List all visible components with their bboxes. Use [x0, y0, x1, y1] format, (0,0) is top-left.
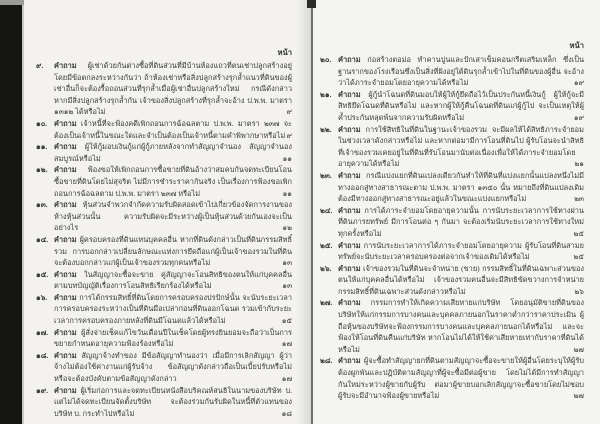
toc-entry: [36, 141, 292, 164]
toc-entry: [320, 297, 584, 355]
entry-page-number: ๑๗: [281, 339, 292, 349]
entry-page-number: ๑๑: [282, 153, 292, 163]
toc-entry: [36, 269, 292, 292]
page-gutter-shadow: [296, 0, 311, 424]
question-number: ๒๑.: [320, 89, 332, 99]
question-label: คำถาม: [54, 269, 77, 279]
question-text: คำถาม การได้ภาระจำยอมโดยอายุความนั้น การนับระยะเวลาการใช้ทางผ่านที่ดินภารยทรัพย์ มีการโอนต่อ ๆ กันมา จะต้องเริ่มนับระยะเวลาการใช้ทางใหม่ทุกครั้งหรือไม่: [338, 205, 584, 238]
question-number: ๒๔.: [320, 205, 333, 215]
question-label: คำถาม: [338, 124, 361, 134]
toc-entry: [320, 205, 584, 240]
question-text: คำถาม ฟ้องขอให้เพิกถอนการซื้อขายที่ดินอ้างว่าสมคบกันจดทะเบียนโอนซื้อขายที่ดินโดยไม่สุจริต ไม่มีการชำระราคากันจริง เป็นเรื่องการฟ้องขอเพิกถอนการฉ้อฉลตาม ป.พ.พ. มาตรา ๒๓๗ หรือไม่: [54, 165, 292, 198]
entry-page-number: ๒๗: [573, 391, 584, 401]
toc-entry: [36, 292, 292, 327]
entry-page-number: ๒๑: [574, 159, 584, 169]
question-label: คำถาม: [54, 61, 77, 70]
question-text: คำถาม ผู้ครอบครองที่ดินแทนบุคคลอื่น หากที่ดินดังกล่าวเป็นที่ดินกรรมสิทธิ์รวม การบอกกล่าวเปลี่ยนลักษณะแห่งการยึดถือแก่ผู้เป็นเจ้าของรวมในที่ดิน จะต้องบอกกล่าวแก่ผู้เป็นเจ้าของรวมทุกคนหรือไม่: [54, 234, 292, 268]
question-number: ๒๐.: [320, 55, 332, 64]
toc-entry: [36, 327, 292, 350]
toc-entry: [320, 170, 584, 205]
question-text: คำถาม การนับระยะเวลาการได้ภาระจำยอมโดยอายุความ ผู้รับโอนที่ดินสามยทรัพย์จะนับระยะเวลาครอบครองต่อจากเจ้าของเดิมได้หรือไม่: [338, 240, 584, 262]
entry-page-number: ๒๓: [574, 194, 584, 204]
toc-entry: [36, 199, 292, 234]
entry-page-number: ๑๘: [281, 408, 292, 418]
entry-page-number: ๑๓: [282, 258, 292, 268]
entry-page-number: ๑๕: [281, 316, 292, 326]
entry-page-number: ๑๒: [282, 223, 292, 233]
question-label: คำถาม: [338, 170, 361, 180]
question-number: ๑๖.: [36, 292, 48, 302]
question-label: คำถาม: [54, 327, 77, 337]
question-text: คำถาม ผู้กู้นำโฉนดที่ดินมอบให้ผู้ให้กู้ยึดถือไว้เป็นประกันหนี้เงินกู้ ผู้ให้กู้จะมีสิทธิยึดโฉนดที่ดินหรือไม่ และหากผู้ให้กู้คืนโฉนดที่ดินแก่ผู้กู้ไป จะเป็นเหตุให้ผู้ค้ำประกันหลุดพ้นจากความรับผิดหรือไม่: [338, 89, 584, 122]
question-label: คำถาม: [338, 240, 361, 250]
entry-page-number: ๑๗: [281, 374, 292, 384]
toc-entry: [36, 350, 292, 385]
page-gutter-line: [311, 0, 313, 424]
toc-entry: [36, 60, 292, 118]
question-text: คำถาม ผู้เริ่มก่อการและจดทะเบียนหนังสือบริคณห์สนธิในนามของบริษัท บ. แต่ไม่ได้จดทะเบียนจัดตั้งบริษัท จะต้องร่วมกันรับผิดในหนี้ที่ตัวแทนของบริษัท บ. กระทำไปหรือไม่: [54, 385, 292, 418]
entry-page-number: ๑๙: [573, 112, 584, 122]
left-page-header-label: หน้า: [277, 48, 292, 57]
question-text: คำถาม ก่อสร้างตอม่อ ทำคานปูนและปักเสาเข็มคอนกรีตเสริมเหล็ก ซึ่งเป็นฐานรากของโรงเรือนซึ่งเป็นสิ่งที่ฝังอยู่ใต้ดินรุกล้ำเข้าไปในที่ดินของผู้อื่น จะอ้างว่าได้ภาระจำยอมโดยอายุความได้หรือไม่: [338, 55, 584, 88]
question-text: คำถาม กรณีแบ่งแยกที่ดินแปลงเดียวกันทำให้ที่ดินที่แบ่งแยกนั้นแปลงหนึ่งไม่มีทางออกสู่ทางสาธารณะตาม ป.พ.พ. มาตรา ๑๓๕๐ นั้น หมายถึงที่ดินแปลงเดิมต้องมีทางออกสู่ทางสาธารณะอยู่แล้วในขณะแบ่งแยกหรือไม่: [338, 170, 584, 204]
page-gutter-corner-mark: [307, 0, 316, 8]
question-number: ๑๔.: [36, 234, 49, 244]
page-left-edge: [22, 5, 24, 424]
question-label: คำถาม: [54, 385, 77, 395]
question-label: คำถาม: [54, 200, 77, 210]
question-label: คำถาม: [338, 263, 361, 273]
toc-entry: [320, 124, 584, 170]
question-text: คำถาม ผู้สั่งจ่ายเช็คแก้ไขวันเดือนปีในเช็คโดยผู้ทรงยินยอมจะถือว่าเป็นการขยายกำหนดอายุความฟ้องร้องหรือไม่: [54, 327, 292, 349]
toc-entry: [320, 355, 584, 401]
entry-page-number: ๙: [286, 107, 292, 117]
right-page-header-label: หน้า: [569, 41, 584, 50]
question-label: คำถาม: [54, 350, 77, 360]
question-label: คำถาม: [54, 292, 77, 302]
question-label: คำถาม: [338, 298, 361, 308]
question-text: คำถาม การได้กรรมสิทธิ์ที่ดินโดยการครอบครองปรปักษ์นั้น จะนับระยะเวลาการครอบครองระหว่างเป็นที่ดินมือเปล่าก่อนที่ดินออกโฉนด รวมเข้ากับระยะเวลาการครอบครองภายหลังที่ดินมีโฉนดแล้วได้หรือไม่: [54, 292, 292, 326]
question-number: ๒๘.: [320, 356, 333, 366]
question-text: คำถาม สัญญาจ้างทำของ มีข้อสัญญาทำนองว่า เมื่อมีการเลิกสัญญา ผู้ว่าจ้างไม่ต้องใช้ค่างานแก่ผู้รับจ้าง ข้อสัญญาดังกล่าวถือเป็นเบี้ยปรับหรือไม่ หรือจะต้องบังคับตามข้อสัญญาดังกล่าว: [54, 350, 292, 384]
question-text: คำถาม เจ้าหนี้ที่จะฟ้องคดีเพิกถอนการฉ้อฉลตาม ป.พ.พ. มาตรา ๒๓๗ จะต้องเป็นเจ้าหนี้ในขณะใดและจำเป็นต้องเป็นเจ้าหนี้ตามคำพิพากษาหรือไม่: [54, 118, 292, 140]
entry-page-number: ๒๕: [573, 228, 584, 238]
question-number: ๑๕.: [36, 269, 49, 279]
entry-page-number: ๒๖: [574, 286, 584, 296]
entry-page-number: ๒๕: [573, 252, 584, 262]
question-number: ๑๗.: [36, 327, 49, 337]
question-number: ๑๒.: [36, 165, 48, 175]
entry-page-number: ๑๑: [282, 188, 292, 198]
question-number: ๒๗.: [320, 298, 333, 308]
question-text: คำถาม ผู้จะซื้อทำสัญญายกที่ดินตามสัญญาจะซื้อจะขายให้ผู้อื่นโดยระบุให้ผู้รับต้องผูกพันและปฏิบัติตามสัญญาที่ผู้จะซื้อมีต่อผู้ขาย โดยไม่ได้มีการทำสัญญากันใหม่ระหว่างผู้ขายกับผู้รับ ต่อมาผู้ขายบอกเลิกสัญญาจะซื้อขายโดยไม่ชอบ ผู้รับจะมีอำนาจฟ้องผู้ขายหรือไม่: [338, 356, 584, 401]
toc-entry: [320, 263, 584, 298]
entry-page-number: ๑๙: [573, 78, 584, 88]
left-page-toc-list: [36, 60, 292, 419]
entry-page-number: ๑๓: [282, 281, 292, 291]
question-label: คำถาม: [338, 205, 361, 215]
question-number: ๑๙.: [36, 385, 48, 395]
question-number: ๑๘.: [36, 350, 49, 360]
question-label: คำถาม: [338, 89, 361, 99]
question-label: คำถาม: [338, 356, 361, 366]
question-text: คำถาม ผู้ให้กู้มอบเงินกู้แก่ผู้กู้ภายหลังจากทำสัญญาจำนอง สัญญาจำนองสมบูรณ์หรือไม่: [54, 142, 292, 163]
question-text: คำถาม เจ้าของรวมในที่ดินจะจำหน่าย (ขาย) กรรมสิทธิ์ในที่ดินเฉพาะส่วนของตนให้แก่บุคคลอื่นได้หรือไม่ เจ้าของรวมคนอื่นจะมีสิทธิขัดขวางการจำหน่ายกรรมสิทธิ์ที่ดินเฉพาะส่วนดังกล่าวหรือไม่: [338, 263, 584, 296]
question-text: คำถาม การใช้สิทธิในที่ดินในฐานะเจ้าของรวม จะมีผลให้ได้สิทธิภาระจำยอมในช่วงเวลาดังกล่าวหรือไม่ และหากต่อมามีการโอนที่ดินไป ผู้รับโอนจะนำสิทธิที่เจ้าของรวมเคยอยู่ในที่ดินที่รับโอนมานับต่อเนื่องเพื่อให้ได้ภาระจำยอมโดยอายุความได้หรือไม่: [338, 124, 584, 169]
question-number: ๒๕.: [320, 240, 333, 250]
question-number: ๒๖.: [320, 263, 332, 273]
question-label: คำถาม: [54, 142, 77, 152]
toc-entry: [320, 54, 584, 89]
question-label: คำถาม: [54, 165, 77, 175]
question-label: คำถาม: [54, 118, 77, 128]
question-number: ๑๐.: [36, 118, 48, 128]
question-text: คำถาม ผู้เช่าด้วยกันต่างซื้อที่ดินส่วนที่มีบ้านห้องแถวที่ตนเช่าปลูกสร้างอยู่ โดยมีข้อตกลงระหว่างกันว่า ถ้าห้องเช่าหรือสิ่งปลูกสร้างรุกล้ำแนวที่ดินของผู้เช่าอื่นก็จะต้องรื้อถอนส่วนที่รุกล้ำเมื่อผู้เช่าอื่นปลูกสร้างใหม่ กรณีดังกล่าว หากมีสิ่งปลูกสร้างรุกล้ำกัน เจ้าของสิ่งปลูกสร้างที่รุกล้ำจะอ้าง ป.พ.พ. มาตรา ๑๓๑๒ ได้หรือไม่: [54, 61, 292, 117]
toc-entry: [36, 234, 292, 269]
question-number: ๒๓.: [320, 170, 332, 180]
entry-page-number: ๙: [286, 130, 292, 140]
toc-entry: [320, 240, 584, 263]
toc-entry: [36, 164, 292, 199]
question-number: ๑๓.: [36, 200, 48, 210]
question-label: คำถาม: [54, 234, 77, 244]
question-label: คำถาม: [338, 55, 361, 64]
toc-entry: [36, 118, 292, 141]
book-binding-edge: [0, 5, 22, 424]
question-number: ๑๑.: [36, 142, 48, 152]
right-page-toc-list: [320, 54, 584, 402]
question-text: คำถาม หุ้นส่วนจำพวกจำกัดความรับผิดสอดเข้าไปเกี่ยวข้องจัดการงานของห้างหุ้นส่วนนั้น ความรับผิดจะมีระหว่างผู้เป็นหุ้นส่วนด้วยกันเองจะเป็นอย่างไร: [54, 200, 292, 233]
question-text: คำถาม ในสัญญาจะซื้อจะขาย คู่สัญญาจะโอนสิทธิของตนให้แก่บุคคลอื่นตามบทบัญญัติเรื่องการโอนสิทธิเรียกร้องได้หรือไม่: [54, 269, 292, 291]
entry-page-number: ๒๗: [573, 344, 584, 354]
question-text: คำถาม กรรมการทำให้เกิดความเสียหายแก่บริษัท โดยอนุมัติขายที่ดินของบริษัทให้แก่กรรมการบางคนและบุคคลภายนอกในราคาต่ำกว่าราคาประเมิน ผู้ถือหุ้นของบริษัทจะฟ้องกรรมการบางคนและบุคคลภายนอกได้หรือไม่ และจะฟ้องให้โอนที่ดินคืนแก่บริษัท หากโอนไม่ได้ให้ใช้ค่าเสียหายเท่ากับราคาที่ดินได้หรือไม่: [338, 298, 584, 354]
question-number: ๙.: [36, 61, 44, 70]
toc-entry: [36, 385, 292, 420]
question-number: ๒๒.: [320, 124, 332, 134]
toc-entry: [320, 89, 584, 124]
